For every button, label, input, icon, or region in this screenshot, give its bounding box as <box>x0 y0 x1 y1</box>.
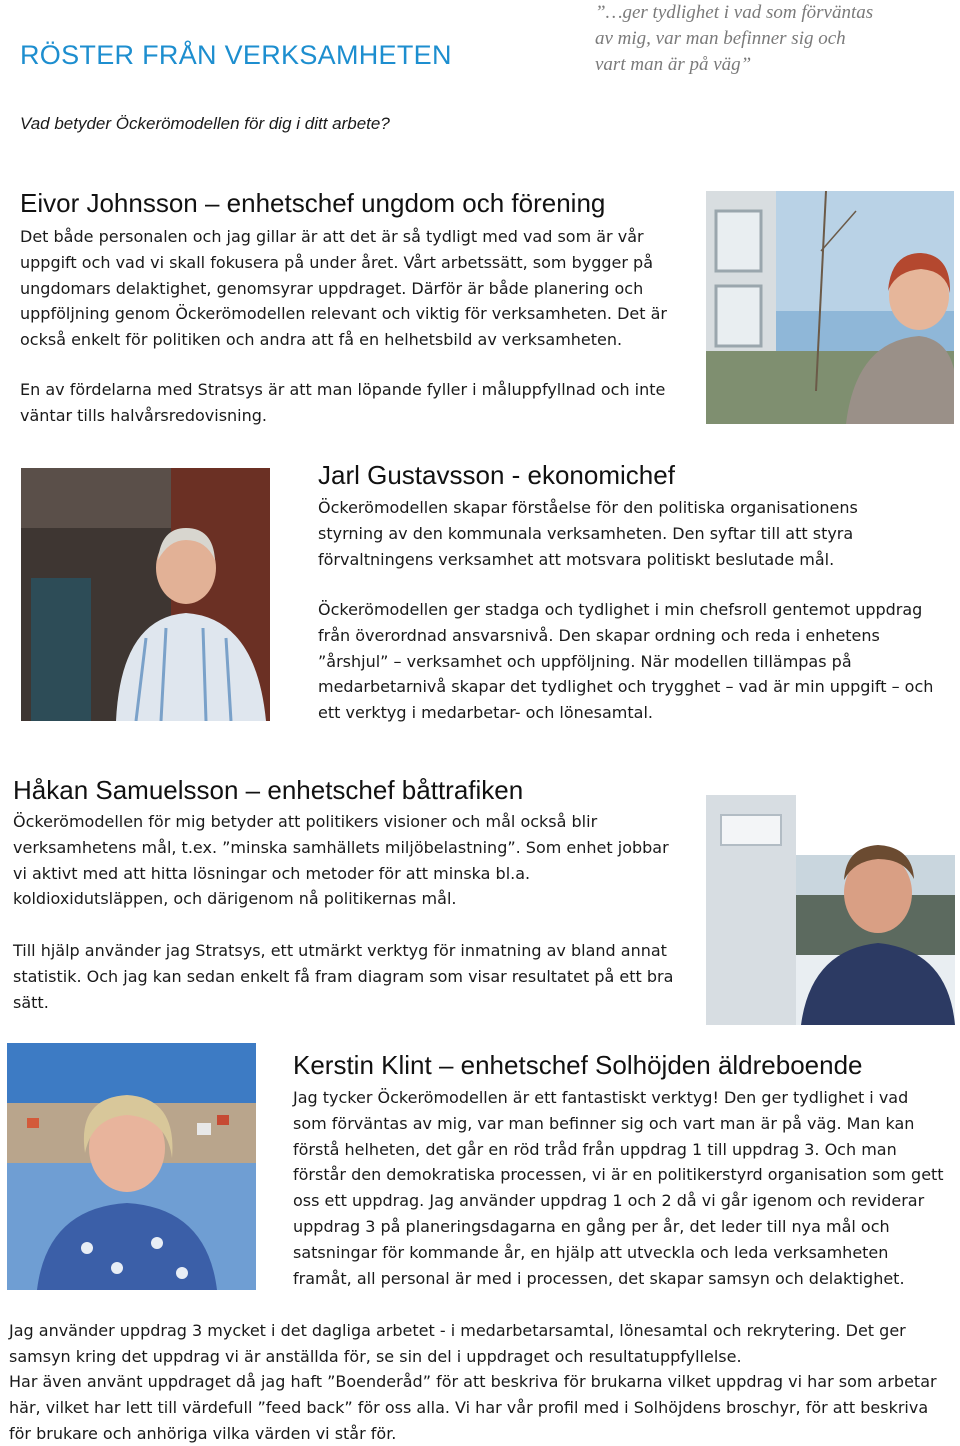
quote-line: vart man är på väg” <box>595 54 752 75</box>
section-paragraph: Öckerömodellen ger stadga och tydlighet i min chefsroll gentemot uppdrag från överordnad ansvarsnivå. Den skapar ordning och reda i enhetens ”årshjul” – verksamhet och uppföljning. När modellen tillämpas på medarbetarnivå skapar det tydlighet och trygghet – vad är min uppgift – och ett verktyg i medarbetar- och lönesamtal. <box>318 600 934 723</box>
pull-quote <box>595 0 955 78</box>
section-paragraph: Öckerömodellen för mig betyder att politikers visioner och mål också blir verksamhetens mål, t.ex. ”minska samhällets miljöbelastning”. Som enhet jobbar vi aktivt med att hitta lösningar och metoder för att minska bl.a. koldioxidutsläppen, och därigenom nå politikernas mål. <box>13 812 669 909</box>
section-paragraph: Jag använder uppdrag 3 mycket i det dagliga arbetet - i medarbetarsamtal, lönesamtal och rekrytering. Det ger samsyn kring det uppdrag vi är anställda för, se sin del i uppdraget och resultatuppfyllelse. <box>9 1321 906 1366</box>
section-paragraph: En av fördelarna med Stratsys är att man löpande fyller i måluppfyllnad och inte väntar tills halvårsredovisning. <box>20 380 666 425</box>
section-heading-jarl: Jarl Gustavsson - ekonomichef <box>318 460 675 490</box>
question: Vad betyder Öckerömodellen för dig i ditt arbete? <box>20 114 390 133</box>
section-paragraph: Till hjälp använder jag Stratsys, ett utmärkt verktyg för inmatning av bland annat statistik. Och jag kan sedan enkelt få fram diagram som visar resultatet på ett bra sätt. <box>13 941 674 1012</box>
portrait-photo-jarl <box>21 468 270 721</box>
portrait-photo-hakan <box>706 775 955 1025</box>
section-paragraph: Det både personalen och jag gillar är att det är så tydligt med vad som är vår uppgift och vad vi skall fokusera på under året. Vårt arbetssätt, som bygger på ungdomars delaktighet, genomsyrar uppdraget. Därför är både planering och uppföljning genom Öckerömodellen relevant och viktig för verksamheten. Det är också enkelt för politiken och andra att få en helhetsbild av verksamheten. <box>20 227 667 350</box>
quote-line: ”…ger tydlighet i vad som förväntas <box>595 2 874 23</box>
portrait-photo-kerstin <box>7 1043 256 1290</box>
portrait-photo-eivor <box>706 191 954 424</box>
section-heading-kerstin: Kerstin Klint – enhetschef Solhöjden äldreboende <box>293 1050 863 1080</box>
page-title: RÖSTER FRÅN VERKSAMHETEN <box>20 40 452 70</box>
section-heading-eivor: Eivor Johnsson – enhetschef ungdom och förening <box>20 188 606 218</box>
section-paragraph: Har även använt uppdraget då jag haft ”Boenderåd” för att beskriva för brukarna vilket uppdrag vi har som arbetar här, vilket har lett till värdefull ”feed back” för oss alla. Vi har vår profil med i Solhöjdens broschyr, för att beskriva för brukare och anhöriga vilka värden vi står för. <box>9 1372 937 1443</box>
section-heading-hakan: Håkan Samuelsson – enhetschef båttrafiken <box>13 775 524 805</box>
section-paragraph: Jag tycker Öckerömodellen är ett fantastiskt verktyg! Den ger tydlighet i vad som förväntas av mig, var man befinner sig och vart man är på väg. Man kan förstå helheten, det går en röd tråd från uppdrag 1 till uppdrag 3. Och man förstår den demokratiska processen, vi är en politikerstyrd organisation som gett oss ett uppdrag. Jag använder uppdrag 1 och 2 då vi går igenom och reviderar uppdrag 3 på planeringsdagarna en gång per år, det leder till nya mål och satsningar för kommande år, en hjälp att utveckla och leda verksamheten framåt, all personal är med i processen, det skapar samsyn och delaktighet. <box>293 1088 944 1288</box>
quote-line: av mig, var man befinner sig och <box>595 28 846 49</box>
section-paragraph: Öckerömodellen skapar förståelse för den politiska organisationens styrning av den kommunala verksamheten. Den syftar till att styra förvaltningens verksamhet att motsvara politiskt beslutade mål. <box>318 498 858 569</box>
